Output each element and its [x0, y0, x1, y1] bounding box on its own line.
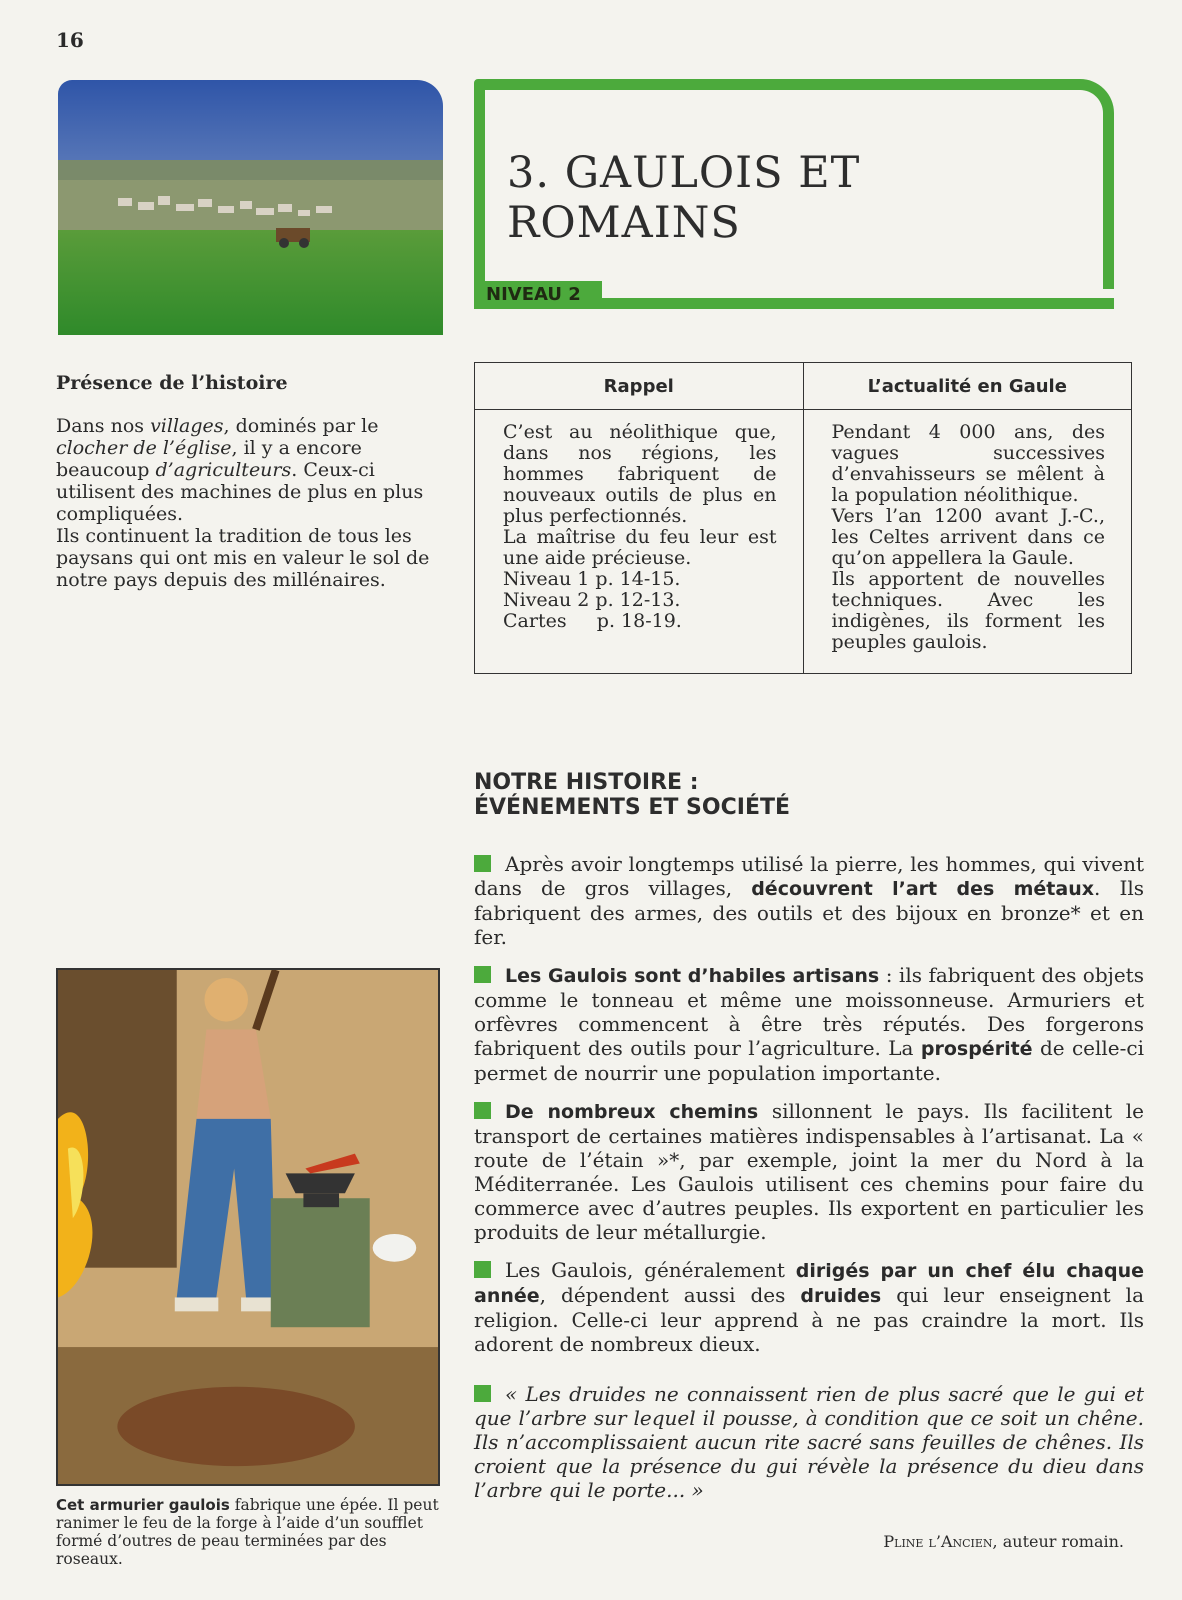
bullet-square-icon: [474, 966, 491, 983]
chapter-title-box: [474, 79, 1114, 309]
bullet-square-icon: [474, 1385, 491, 1402]
rappel-text-2: La maîtrise du feu leur est une aide précieuse.: [503, 526, 777, 569]
info-table: [474, 362, 1132, 674]
paragraph-artisans: Les Gaulois sont d’habiles artisans : ils fabriquent des objets comme le tonneau et même une moissonneuse. Armuriers et orfèvres commencent à être très réputés. Des forgerons fabriquent des outils pour l’agriculture. La prospérité de celle-ci permet de nourrir une population importante.: [474, 963, 1144, 1085]
presence-text: [56, 415, 446, 591]
illustration-caption: Cet armurier gaulois fabrique une épée. Il peut ranimer le feu de la forge à l’aide d’un soufflet formé d’outres de peau terminées par des roseaux.: [56, 1496, 439, 1568]
presence-paragraph-2: Ils continuent la tradition de tous les paysans qui ont mis en valeur le sol de notre pays depuis des millénaires.: [56, 525, 430, 591]
rappel-ref-3: Cartes p. 18-19.: [503, 610, 682, 632]
actualite-header: L’actualité en Gaule: [803, 363, 1132, 410]
rappel-ref-2: Niveau 2 p. 12-13.: [503, 589, 681, 611]
actualite-text-2: Vers l’an 1200 avant J.-C., les Celtes arrivent dans ce qu’on appellera la Gaule.: [831, 505, 1105, 569]
actualite-cell: [803, 410, 1132, 674]
bullet-square-icon: [474, 855, 491, 872]
actualite-text-3: Ils apportent de nouvelles techniques. Avec les indigènes, ils forment les peuples gaulois.: [831, 568, 1105, 653]
blacksmith-illustration: [56, 968, 440, 1486]
rappel-cell: [475, 410, 804, 674]
chapter-title: 3. GAULOIS ET ROMAINS: [507, 148, 861, 248]
presence-paragraph-1: Dans nos villages, dominés par le clocher de l’église, il y a encore beaucoup d’agriculteurs. Ceux-ci utilisent des machines de plus en plus compliquées.: [56, 415, 424, 525]
rappel-header: Rappel: [475, 363, 804, 410]
pliny-quote: « Les druides ne connaissent rien de plus sacré que le gui et que l’arbre sur lequel il pousse, à condition que ce soit un chêne. Ils n’accomplissaient aucun rite sacré sans feuilles de chênes. Ils croient que la présence du gui révèle la présence du dieu dans l’arbre qui le porte... »: [474, 1382, 1144, 1502]
bullet-square-icon: [474, 1261, 491, 1278]
actualite-text-1: Pendant 4 000 ans, des vagues successives d’envahisseurs se mêlent à la population néolithique.: [831, 421, 1105, 506]
page-number: 16: [56, 28, 84, 52]
level-bar: [602, 289, 1115, 298]
rappel-text-1: C’est au néolithique que, dans nos régions, les hommes fabriquent de nouveaux outils de plus en plus perfectionnés.: [503, 421, 777, 527]
section-heading: [474, 770, 790, 820]
rappel-ref-1: Niveau 1 p. 14-15.: [503, 568, 681, 590]
bullet-square-icon: [474, 1102, 491, 1119]
paragraph-chemins: De nombreux chemins sillonnent le pays. Ils facilitent le transport de certaines matières indispensables à l’artisanat. La « route de l’étain »*, par exemple, joint la mer du Nord à la Méditerranée. Les Gaulois utilisent ces chemins pour faire du commerce avec d’autres peuples. Ils exportent en particulier les produits de leur métallurgie.: [474, 1099, 1144, 1244]
paragraph-metaux: Après avoir longtemps utilisé la pierre, les hommes, qui vivent dans de gros villages, découvrent l’art des métaux. Ils fabriquent des armes, des outils et des bijoux en bronze* et en fer.: [474, 852, 1145, 949]
level-badge: NIVEAU 2: [474, 281, 602, 309]
quote-source: Pline l’Ancien, auteur romain.: [883, 1532, 1124, 1551]
section-heading-line-1: NOTRE HISTOIRE :: [474, 770, 699, 795]
paragraph-druides: Les Gaulois, généralement dirigés par un chef élu chaque année, dépendent aussi des druides qui leur enseignent la religion. Celle-ci leur apprend à ne pas craindre la mort. Ils adorent de nombreux dieux.: [474, 1258, 1145, 1356]
section-heading-line-2: ÉVÉNEMENTS ET SOCIÉTÉ: [474, 795, 791, 820]
presence-title: Présence de l’histoire: [56, 372, 288, 394]
village-photo: [58, 80, 443, 335]
section-body: [474, 852, 1144, 1516]
